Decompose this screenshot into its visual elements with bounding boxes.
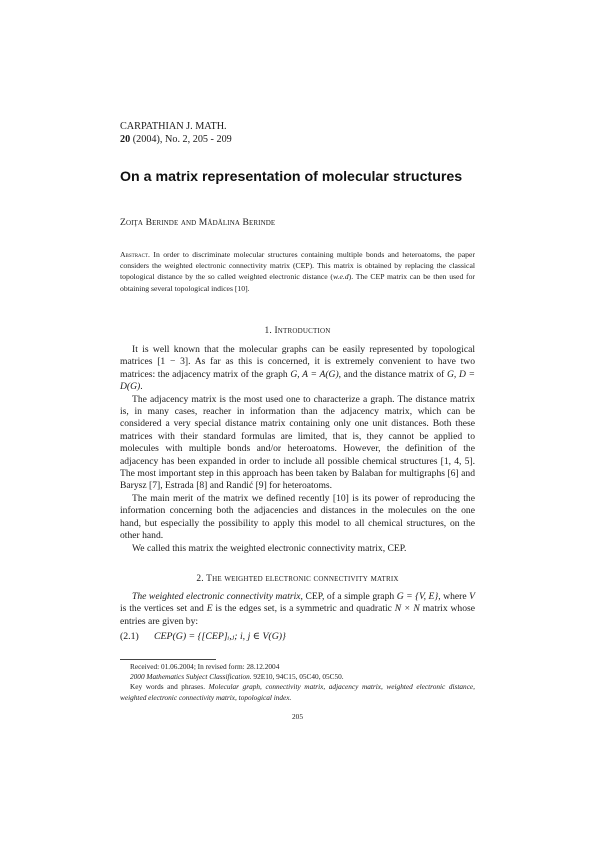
section-1-paragraph-1: It is well known that the molecular graphs can be easily represented by topological matrices [1 − 3]. As far as this is concerned, it is extremely convenient to have two matrices: the adjacency matrix of the graph G, A = A(G), and the distance matrix of G, D = D(G).	[120, 344, 475, 393]
journal-header	[120, 121, 232, 146]
section-2-paragraph-1: The weighted electronic connectivity matrix, CEP, of a simple graph G = {V, E}, where V is the vertices set and E is the edges set, is a symmetric and quadratic N × N matrix whose entries are given by:	[120, 591, 476, 627]
paper-authors: Zoiţa Berinde and Mădălina Berinde	[120, 217, 276, 228]
section-1-heading: 1. Introduction	[264, 326, 331, 336]
footnote-rule	[120, 659, 216, 660]
footnote-keywords: Key words and phrases. Molecular graph, connectivity matrix, adjacency matrix, weighted electronic distance, weighted electronic connectivity matrix, topological index.	[120, 682, 475, 702]
abstract-wed: w.e.d	[332, 272, 349, 282]
abstract-text-2: ). The CEP matrix can be then used for obtaining several topological indices [10].	[120, 272, 475, 293]
section-2-heading: 2. The weighted electronic connectivity matrix	[196, 574, 399, 584]
footnote-received: Received: 01.06.2004; In revised form: 28.12.2004	[130, 662, 280, 671]
paper-title: On a matrix representation of molecular structures	[120, 169, 463, 185]
abstract-label: Abstract.	[120, 250, 150, 259]
page-number: 205	[292, 712, 303, 721]
section-1-paragraph-2: The adjacency matrix is the most used one to characterize a graph. The distance matrix is, in many cases, reacher in information than the adjacency matrix, which can be considered a very special distance matrix containing only one unit distances. Both these matrices with their standard formulas are limited, that is, they cannot be applied to molecules with multiple bonds and/or heteroatoms. However, the definition of the adjacency has been expanded in order to include all possible chemical structures [1, 4, 5]. The most important step in this approach has been taken by Balaban for multigraphs [6] and Barysz [7], Estrada [8] and Randić [9] for heteroatoms.	[120, 393, 475, 492]
equation-number: (2.1)	[120, 631, 139, 642]
abstract-text-1: In order to discriminate molecular structures containing multiple bonds and heteroatoms, the paper considers the weighted electronic connectivity matrix (CEP). This matrix is obtained by replacing the classical topological distance by the so called weighted electronic distance (	[120, 250, 475, 282]
abstract	[120, 249, 475, 294]
section-1-paragraph-4: We called this matrix the weighted electronic connectivity matrix, CEP.	[132, 542, 407, 554]
equation-2-1	[120, 631, 475, 643]
journal-volume: 20	[120, 133, 131, 145]
journal-issue	[120, 134, 232, 147]
footnote-msc: 2000 Mathematics Subject Classification. 92E10, 94C15, 05C40, 05C50.	[130, 672, 344, 682]
section-2-body	[120, 591, 475, 628]
footnotes	[120, 662, 475, 703]
journal-issue-info: (2004), No. 2, 205 - 209	[130, 133, 232, 145]
equation-formula: CEP(G) = {[CEP]ᵢ,ⱼ; i, j ∈ V(G)}	[154, 631, 286, 642]
journal-name: CARPATHIAN J. MATH.	[120, 121, 227, 132]
section-1-paragraph-3: The main merit of the matrix we defined recently [10] is its power of reproducing the information concerning both the adjacencies and distances in the molecules on the one hand, but especially the possibility to apply this model to all chemical structures, on the other hand.	[120, 492, 475, 542]
section-1-body	[120, 344, 475, 555]
